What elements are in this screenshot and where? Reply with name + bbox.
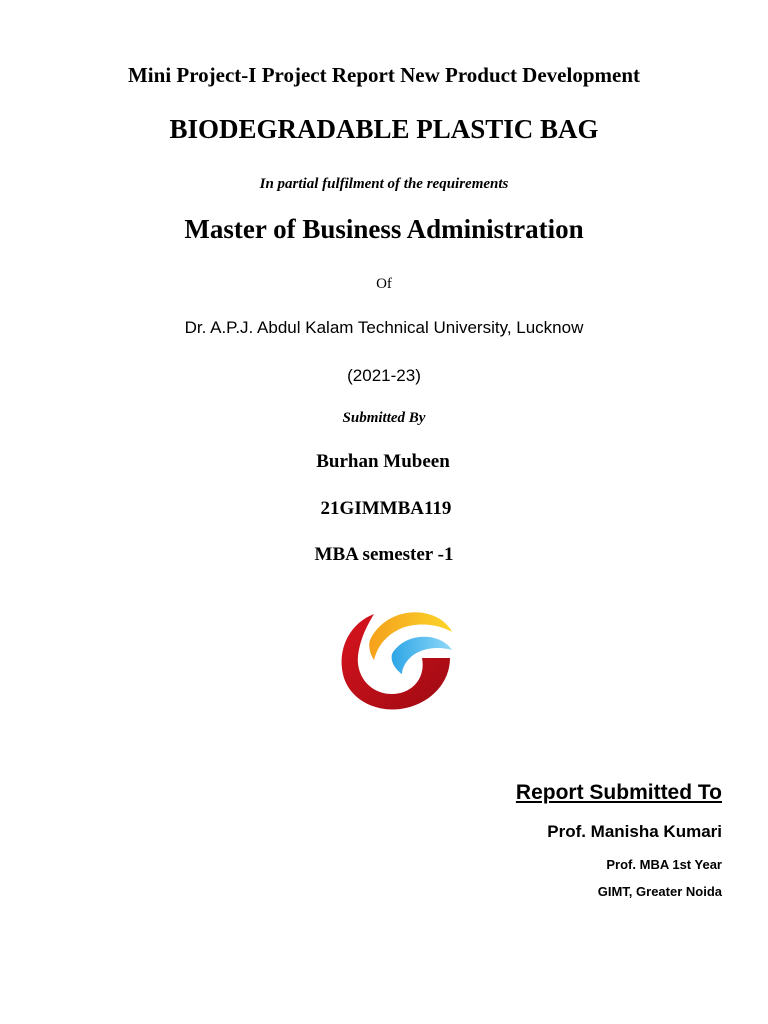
institute-name: GIMT, Greater Noida bbox=[597, 884, 722, 899]
student-name: Burhan Mubeen bbox=[316, 451, 450, 472]
professor-role: Prof. MBA 1st Year bbox=[606, 857, 722, 872]
product-title: BIODEGRADABLE PLASTIC BAG bbox=[169, 114, 599, 144]
university-name: Dr. A.P.J. Abdul Kalam Technical University, Lucknow bbox=[184, 318, 584, 337]
requirements-line: In partial fulfilment of the requirements bbox=[259, 176, 509, 192]
submitted-by-label: Submitted By bbox=[342, 410, 426, 426]
institute-logo-icon bbox=[334, 604, 454, 716]
of-line: Of bbox=[376, 276, 392, 292]
degree-title: Master of Business Administration bbox=[184, 214, 584, 244]
session-years: (2021-23) bbox=[347, 366, 421, 385]
professor-name: Prof. Manisha Kumari bbox=[547, 822, 722, 841]
report-header-title: Mini Project-I Project Report New Product Development bbox=[127, 63, 640, 87]
semester-label: MBA semester -1 bbox=[314, 544, 454, 565]
student-id: 21GIMMBA119 bbox=[320, 498, 452, 519]
submitted-to-label: Report Submitted To bbox=[515, 781, 722, 804]
